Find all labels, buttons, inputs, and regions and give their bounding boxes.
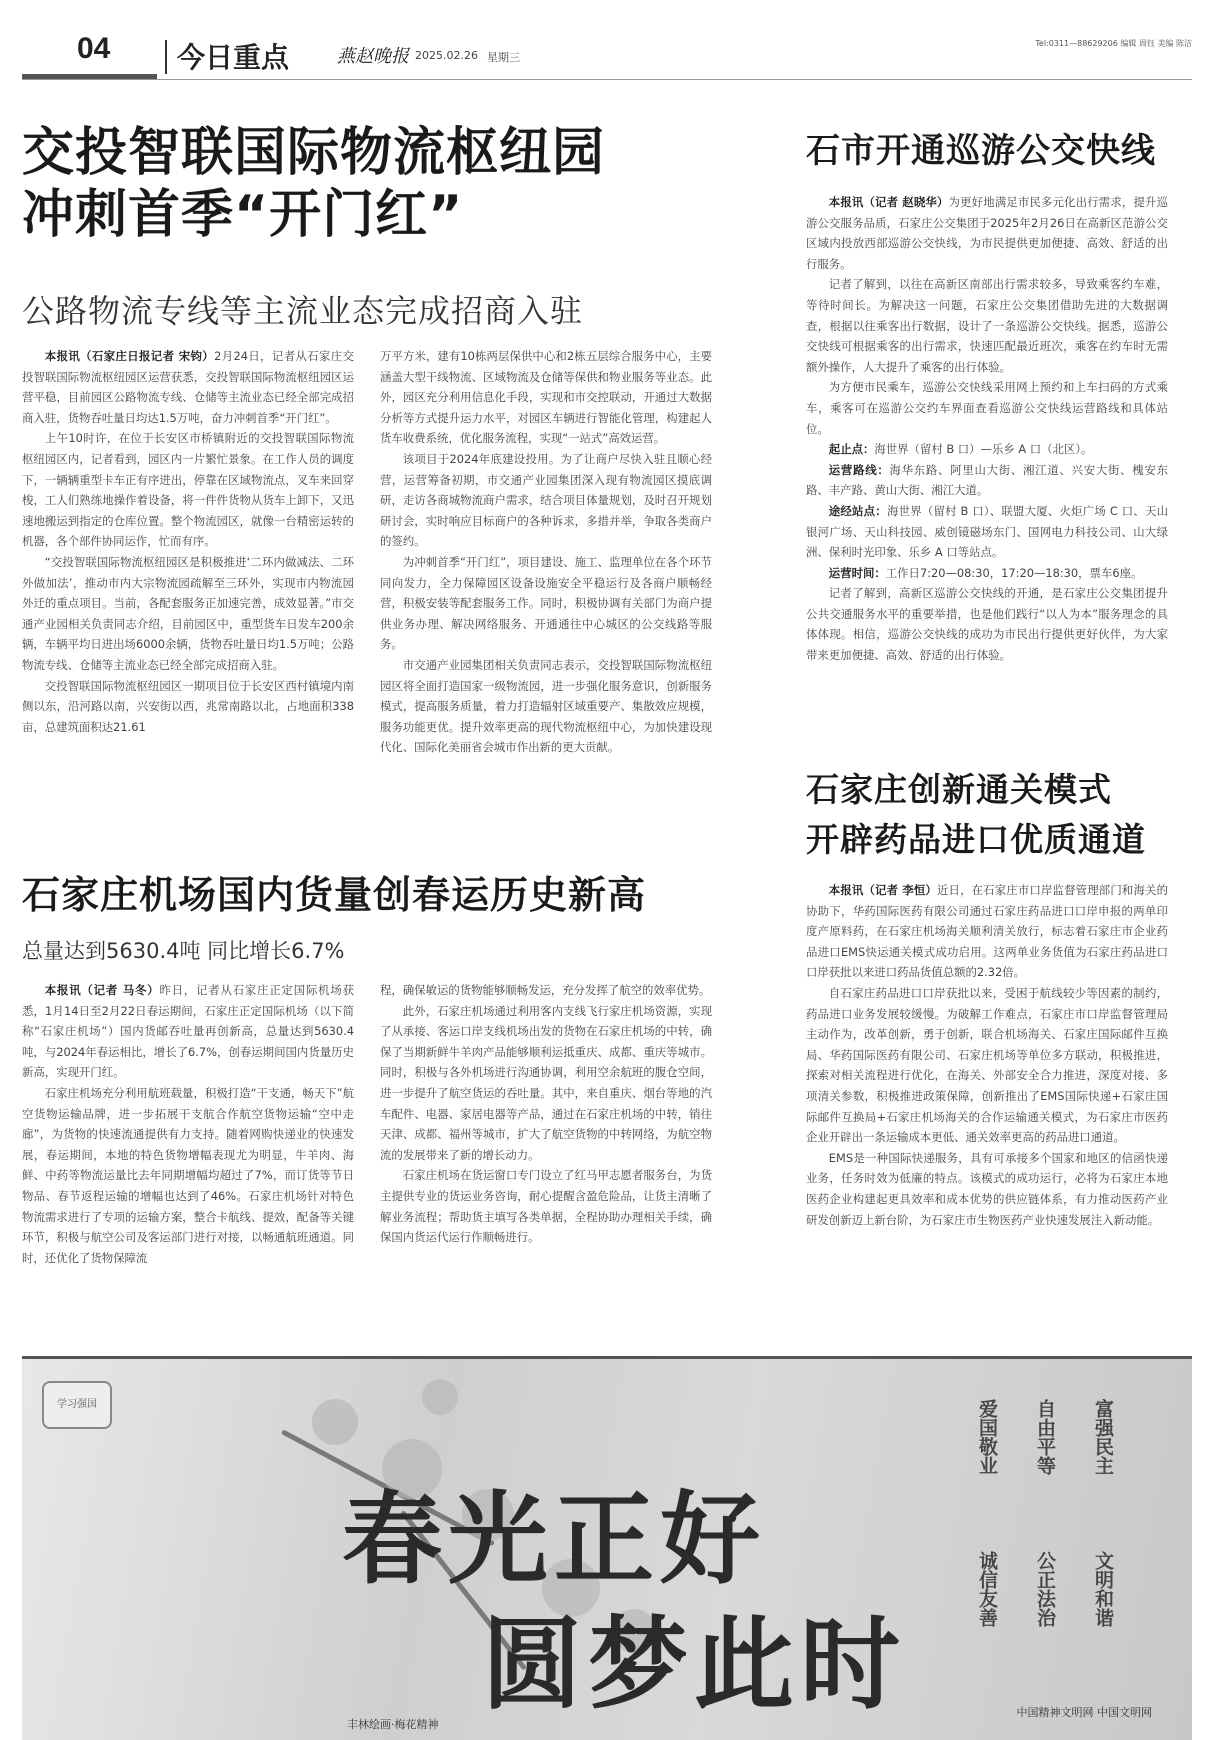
banner-slogan-line2: 圆梦此时 [482,1605,906,1723]
article1-paragraph: “交投智联国际物流枢纽园区是积极推进‘二环内做减法、二环外做加法’，推动市内大宗物流园疏解至三环外，实现市内物流园外迁的重点项目。当前，各配套服务正加速完善，成效显著。”市交通产业园相关负责同志介绍，目前园区中，重型货车日发车200余辆，车辆平均日进出场6000余辆，货物吞吐量日均1.5万吨；公路物流专线、仓储等主流业态已经全部完成招商入驻。 [22,554,354,672]
article4-headline-line2: 开辟药品进口优质通道 [806,820,1146,859]
article3-paragraph: 记者了解到，高新区巡游公交快线的开通，是石家庄公交集团提升公共交通服务水平的重要举措，也是他们践行“以人为本”服务理念的具体体现。相信，巡游公交快线的成功为市民出行提供更好伙伴，为大家带来更加便捷、高效、舒适的出行体验。 [806,586,1168,663]
article1-subhead: 公路物流专线等主流业态完成招商入驻 [22,292,584,330]
article3-paragraph: 为方便市民乘车，巡游公交快线采用网上预约和上车扫码的方式乘车，乘客可在巡游公交约车界面查看巡游公交快线运营路线和具体站位。 [806,380,1168,436]
article2-paragraph: 石家庄机场在货运窗口专门设立了红马甲志愿者服务台，为货主提供专业的货运业务咨询，耐心提醒含盈危险品，让货主清晰了解业务流程；帮助货主填写各类单据，全程协助办理相关手续，确保国内货运代运行作顺畅进行。 [380,1168,712,1245]
core-values-block [976,1399,1122,1679]
article2-headline: 石家庄机场国内货量创春运历史新高 [22,873,647,917]
values-column: 诚信友善 [976,1551,998,1627]
start-end-value: 海世界（留村 B 口）—乐乡 A 口（北区）。 [874,442,1093,457]
article1-column-2 [380,346,712,826]
values-column: 文明和谐 [1092,1551,1114,1627]
article1-paragraph: 上午10时许，在位于长安区市桥镇附近的交投智联国际物流枢纽园区内，记者看到，园区内一片繁忙景象。在工作人员的调度下，一辆辆重型卡车正有序进出，停靠在区域物流点，叉车来回穿梭，工人们熟练地操作着设备，将一件件货物从货车上卸下，又迅速地搬运到指定的仓库位置。整个物流园区，就像一台精密运转的机器，各个部件协同运作，忙而有序。 [22,431,354,549]
article3-paragraph: 记者了解到，以往在高新区南部出行需求较多，导致乘客约车难，等待时间长。为解决这一问题，石家庄公交集团借助先进的大数据调查，根据以往乘客出行数据，设计了一条巡游公交快线。据悉，巡游公交快线可根据乘客的出行需求，快速匹配最近班次，乘客在约车时无需额外操作，人大提升了乘客的出行体验。 [806,277,1168,374]
article4-byline: 本报讯（记者 李恒） [828,883,937,897]
blossom-shape [422,1379,458,1415]
header-divider [165,40,167,74]
article1-byline: 本报讯（石家庄日报记者 宋钧） [44,349,215,363]
article1-headline-line1: 交投智联国际物流枢纽园 [22,123,606,183]
public-service-banner [22,1356,1192,1740]
article3-headline: 石市开通巡游公交快线 [806,131,1156,171]
issue-weekday: 星期三 [487,51,520,64]
route-value: 海华东路、阿里山大街、湘江道、兴安大街、槐安东路、丰产路、黄山大街、湘江大道。 [806,462,1168,498]
article2-paragraph: 昨日，记者从石家庄正定国际机场获悉，1月14日至2月22日春运期间，石家庄正定国际机场（以下简称“石家庄机场”）国内货邮吞吐量再创新高，总量达到5630.4吨，与2024年春运相比，增长了6.7%，创春运期间国内货量历史新高，实现开门红。 [22,983,354,1080]
values-column: 富强民主 [1092,1399,1114,1475]
article3-byline: 本报讯（记者 赵晓华） [828,195,949,209]
article1-headline [22,122,605,246]
article1-paragraph: 2月24日，记者从石家庄交投智联国际物流枢纽园区运营获悉，交投智联国际物流枢纽园区运营平稳，目前园区公路物流专线、仓储等主流业态已经全部完成招商入驻，货物吞吐量日均达1.5万吨，奋力冲刺首季“开门红”。 [22,349,354,425]
values-column: 公正法治 [1034,1551,1056,1627]
article4-paragraph: EMS是一种国际快递服务，具有可承接多个国家和地区的信函快递业务，任务时效为低廉的特点。该模式的成功运行，必将为石家庄本地医药企业构建起更具效率和成本优势的供应链体系，有力推动医药产业研发创新迈上新台阶，为石家庄市生物医药产业快速发展注入新动能。 [806,1150,1168,1227]
article2-subhead: 总量达到5630.4吨 同比增长6.7% [22,939,345,963]
values-column: 爱国敬业 [976,1399,998,1475]
article1-paragraph: 交投智联国际物流枢纽园区一期项目位于长安区西村镇境内南侧以东，沿河路以南，兴安街以西，兆常南路以北，占地面积338亩，总建筑面积达21.61 [22,678,354,734]
section-title: 今日重点 [177,41,290,74]
editor-info: Tel:0311—88629206 编辑 周钰 美编 陈洁 [1035,39,1192,48]
blossom-shape [312,1399,358,1445]
banner-logo: 学习强国 [42,1381,112,1429]
article1-paragraph: 为冲刺首季“开门红”，项目建设、施工、监理单位在各个环节同向发力，全力保障园区设备设施安全平稳运行及各商户顺畅经营，积极安装等配套服务工作。同时，积极协调有关部门为商户提供业务办理、解决网络服务、开通通往中心城区的公交线路等服务。 [380,554,712,652]
article4-headline-line1: 石家庄创新通关模式 [806,770,1112,809]
article2-column-1 [22,980,354,1330]
route-label: 运营路线： [828,462,890,477]
article3-paragraph: 为更好地满足市民多元化出行需求，提升巡游公交服务品质，石家庄公交集团于2025年2月26日在高新区范游公交区域内投放西部巡游公交快线，为市民提供更加便捷、高效、舒适的出行服务。 [806,195,1168,271]
header-rule [22,74,157,79]
paper-name: 燕赵晚报 [337,46,409,67]
values-column: 自由平等 [1034,1399,1056,1475]
article2-byline: 本报讯（记者 马冬） [44,983,160,997]
article2-paragraph: 此外，石家庄机场通过利用客内支线飞行家庄机场资源，实现了从承接、客运口岸支线机场出发的货物在石家庄机场的中转，确保了当期新鲜牛羊肉产品能够顺利运抵重庆、成都、重庆等城市。同时，积极与各外机场进行沟通协调，利用空余航班的腹仓空间，进一步提升了航空货运的吞吐量。其中，来自重庆、烟台等地的汽车配件、电器、家居电器等产品，通过在石家庄机场的中转，销往天津、成都、福州等城市，扩大了航空货物的中转网络，为航空物流的发展带来了新的增长动力。 [380,1003,712,1162]
banner-slogan-line1: 春光正好 [342,1480,766,1598]
article1-headline-line2: 冲刺首季“开门红” [22,185,464,245]
article1-column-1 [22,346,354,826]
article4-headline [806,765,1146,865]
page-number: 04 [77,32,111,65]
article4-paragraph: 自石家庄药品进口口岸获批以来，受困于航线较少等因素的制约，药品进口业务发展较缓慢。为破解工作难点，石家庄市口岸监督管理局主动作为，改革创新，勇于创新，联合机场海关、石家庄国际邮件互换局、华药国际医药有限公司、石家庄机场等单位多方联动，积极推进，探索对相关流程进行优化，在海关、外部安全合力推进，深度对接、多项清关参数，积极推进政策保障，创新推出了EMS国际快递+石家庄国际邮件互换局+石家庄机场海关的合作运输通关模式，为石家庄市医药企业开辟出一条运输成本更低、通关效率更高的药品进口通道。 [806,985,1168,1145]
article2-paragraph: 程，确保敏运的货物能够顺畅发运，充分发挥了航空的效率优势。 [380,983,711,997]
banner-art-credit: 丰林绘画·梅花精神 [347,1718,439,1731]
banner-source-credit: 中国精神文明网 中国文明网 [1016,1706,1152,1719]
article4-column [806,880,1168,1330]
article2-column-2 [380,980,712,1330]
article1-paragraph: 市交通产业园集团相关负责同志表示，交投智联国际物流枢纽园区将全面打造国家一级物流园，进一步强化服务意识，创新服务模式，提高服务质量，着力打造辐射区域重要产、集散效应规模，服务功能更优。提升效率更高的现代物流枢纽中心，为加快建设现代化、国际化美丽省会城市作出新的更大贡献。 [380,657,712,755]
stops-label: 途经站点： [828,503,887,518]
start-end-label: 起止点： [828,442,875,457]
stops-value: 海世界（留村 B 口）、联盟大厦、火炬广场 C 口、天山银河广场、天山科技园、威创镜磁场东门、国网电力科技公司、山大绿洲、保利时光印象、乐乡 A 口等站点。 [806,503,1168,560]
article4-paragraph: 近日，在石家庄市口岸监督管理部门和海关的协助下，华药国际医药有限公司通过石家庄药品进口口岸申报的两单印度产原料药，在石家庄机场海关顺利清关放行，标志着石家庄市企业药品进口EMS快运通关模式成功启用。这两单业务货值为石家庄药品进口口岸获批以来进口药品货值总额的2.32倍。 [806,883,1168,980]
article1-paragraph: 该项目于2024年底建设投用。为了让商户尽快入驻且顺心经营，运营筹备初期，市交通产业园集团深入现有物流园区摸底调研，走访各商城物流商户需求，结合项目体量规划，及时召开规划研讨会，实时响应目标商户的各种诉求，多措并举，争取各类商户的签约。 [380,451,712,549]
issue-date: 2025.02.26 [415,49,478,62]
article3-column [806,192,1168,722]
hours-value: 工作日7:20—08:30，17:20—18:30，票车6座。 [885,565,1143,580]
hours-label: 运营时间： [828,565,886,580]
article2-paragraph: 石家庄机场充分利用航班载量，积极打造“干支通，畅天下”航空货物运输品牌，进一步拓展干支航合作航空货物运输“空中走廊”，为货物的快速流通提供有力支持。随着网购快递业的快速发展，春运期间，本地的特色货物增幅表现尤为明显，牛羊肉、海鲜、中药等物流运量比去年同期增幅均超过了7%，而订货等节日物品、春节返程运输的增幅也达到了46%。石家庄机场针对特色物流需求进行了专项的运输方案，整合卡航线、提效，配备等关键环节，积极与航空公司及客运部门进行对接，以畅通航班通道。同时，还优化了货物保障流 [22,1085,354,1265]
page-header [22,30,1192,80]
article1-paragraph: 万平方米，建有10栋两层保供中心和2栋五层综合服务中心，主要涵盖大型干线物流、区域物流及仓储等保供和物业服务等业态。此外，园区充分利用信息化手段，实现和市交控联动，开通过大数据分析等方式提升运力水平，对园区车辆进行智能化管理，构建起人货车收费系统，优化服务流程，实现“一站式”高效运营。 [380,349,712,446]
